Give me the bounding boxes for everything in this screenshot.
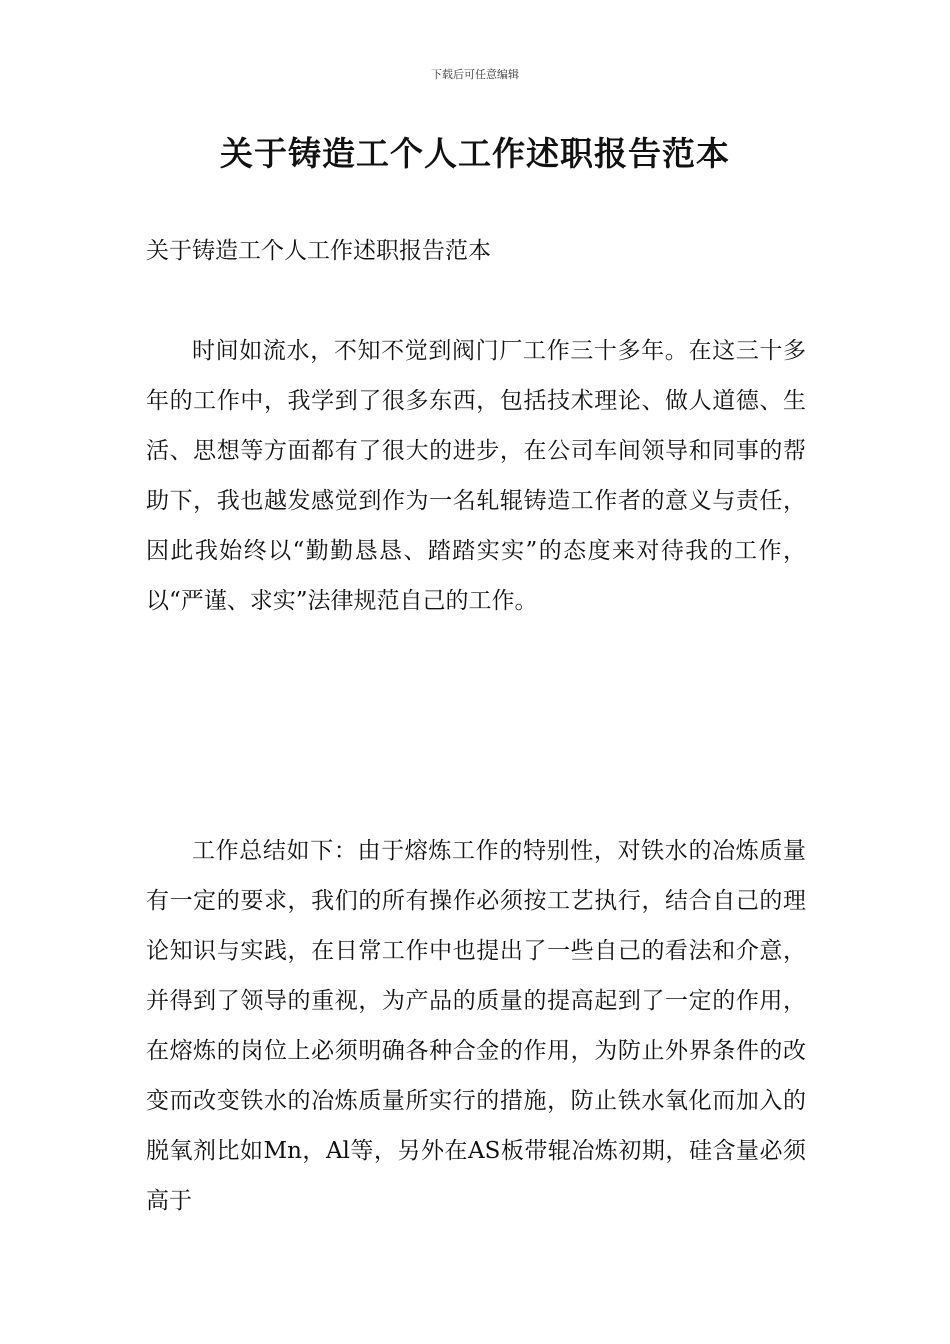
document-subtitle: 关于铸造工个人工作述职报告范本 (146, 238, 491, 264)
header-note: 下载后可任意编辑 (431, 68, 519, 81)
body-paragraph: 时间如流水，不知不觉到阀门厂工作三十多年。在这三十多年的工作中，我学到了很多东西，包括技术理论、做人道德、生活、思想等方面都有了很大的进步，在公司车间领导和同事的帮助下，我也越发感觉到作为一名轧辊铸造工作者的意义与责任，因此我始终以“勤勤恳恳、踏踏实实”的态度来对待我的工作，以“严谨、求实”法律规范自己的工作。 (146, 338, 806, 614)
document-title: 关于铸造工个人工作述职报告范本 (220, 134, 730, 173)
body-paragraph: 工作总结如下：由于熔炼工作的特别性，对铁水的冶炼质量有一定的要求，我们的所有操作必须按工艺执行，结合自己的理论知识与实践，在日常工作中也提出了一些自己的看法和介意，并得到了领导的重视，为产品的质量的提高起到了一定的作用，在熔炼的岗位上必须明确各种合金的作用，为防止外界条件的改变而改变铁水的冶炼质量所实行的措施，防止铁水氧化而加入的脱氧剂比如Mn，Al等，另外在AS板带辊冶炼初期，硅含量必须高于 (146, 838, 806, 1214)
